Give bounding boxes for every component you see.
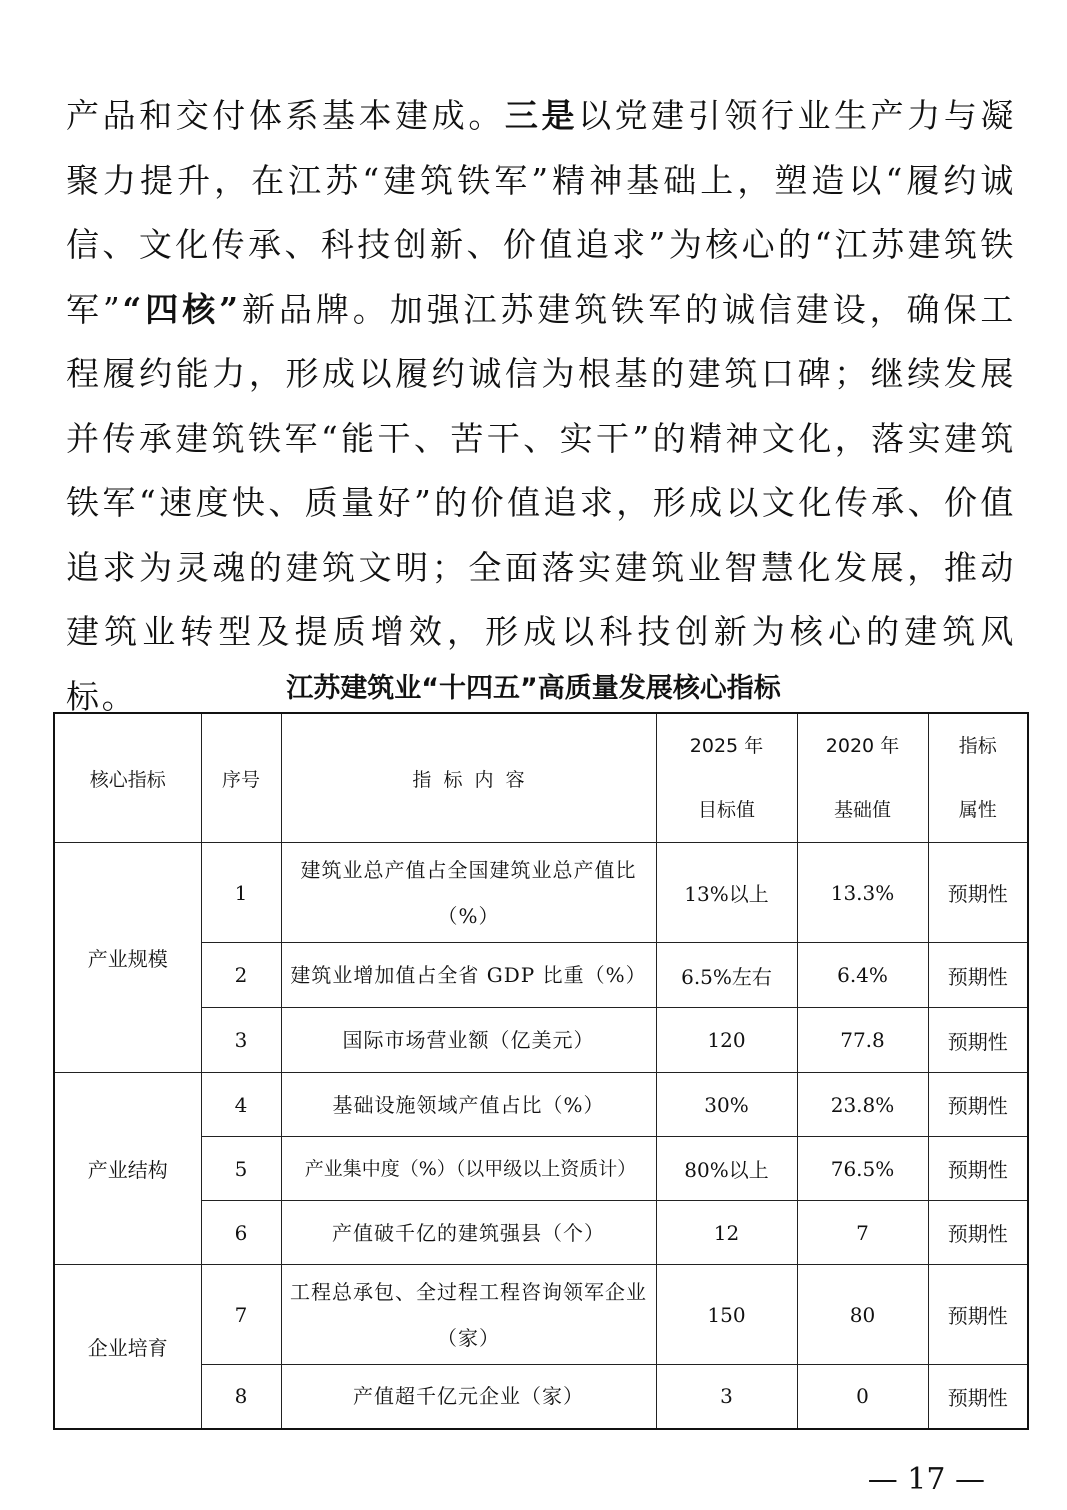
row-attr: 预期性 [928,1137,1028,1201]
row-content: 工程总承包、全过程工程咨询领军企业（家） [281,1265,656,1365]
row-index: 7 [201,1265,281,1365]
row-base: 76.5% [797,1137,928,1201]
row-base: 0 [797,1365,928,1429]
header-index: 序号 [201,713,281,843]
row-target: 80%以上 [656,1137,797,1201]
row-target: 120 [656,1008,797,1073]
paragraph-text: 新品牌。加强江苏建筑铁军的诚信建设，确保工程履约能力，形成以履约诚信为根基的建筑口碑；继续发展并传承建筑铁军“能干、苦干、实干”的精神文化，落实建筑铁军“速度快、质量好”的价值追求，形成以文化传承、价值追求为灵魂的建筑文明；全面落实建筑业智慧化发展，推动建筑业转型及提质增效，形成以科技创新为核心的建筑风标。 [66,289,1016,716]
paragraph-bold: 三是 [504,96,579,135]
table-row [54,943,1028,1008]
row-attr: 预期性 [928,943,1028,1008]
table-row [54,843,1028,943]
header-base [797,713,928,843]
row-attr: 预期性 [928,843,1028,943]
row-base: 13.3% [797,843,928,943]
paragraph-text: 产品和交付体系基本建成。 [66,96,505,135]
header-base-label: 基础值 [833,799,891,821]
table-row [54,1008,1028,1073]
page-number [0,1462,1067,1497]
table-row [54,1137,1028,1201]
row-base: 80 [797,1265,928,1365]
row-attr: 预期性 [928,1265,1028,1365]
row-base: 77.8 [797,1008,928,1073]
row-content: 建筑业增加值占全省 GDP 比重（%） [281,943,656,1008]
row-base: 7 [797,1201,928,1265]
row-target: 3 [656,1365,797,1429]
category-cell: 产业结构 [54,1073,201,1265]
table-row [54,1265,1028,1365]
header-category: 核心指标 [54,713,201,843]
paragraph-text: 以党建引领行业生产力与凝聚力提升，在江苏“建筑铁军”精神基础上，塑造以“履约诚信、文化传承、科技创新、价值追求”为核心的“江苏建筑铁军” [66,96,1017,329]
category-cell: 产业规模 [54,843,201,1073]
row-base: 23.8% [797,1073,928,1137]
row-target: 12 [656,1201,797,1265]
page-number-text: — 17 — [867,1462,985,1497]
row-content: 建筑业总产值占全国建筑业总产值比（%） [281,843,656,943]
core-indicators-table [53,712,1029,1430]
row-content: 基础设施领域产值占比（%） [281,1073,656,1137]
header-base-year: 2020 年 [825,735,900,757]
row-attr: 预期性 [928,1201,1028,1265]
row-target: 6.5%左右 [656,943,797,1008]
row-target: 30% [656,1073,797,1137]
header-target [656,713,797,843]
table-title: 江苏建筑业“十四五”高质量发展核心指标 [286,673,781,704]
row-content: 国际市场营业额（亿美元） [281,1008,656,1073]
table-row [54,1073,1028,1137]
row-index: 8 [201,1365,281,1429]
row-index: 5 [201,1137,281,1201]
table-row [54,1365,1028,1429]
header-attr-line1: 指标 [958,735,997,757]
row-index: 2 [201,943,281,1008]
row-index: 3 [201,1008,281,1073]
row-base: 6.4% [797,943,928,1008]
table-row [54,1201,1028,1265]
header-attr-line2: 属性 [958,799,997,821]
row-index: 4 [201,1073,281,1137]
row-target: 150 [656,1265,797,1365]
row-attr: 预期性 [928,1073,1028,1137]
header-target-year: 2025 年 [689,735,764,757]
row-index: 1 [201,843,281,943]
header-content: 指 标 内 容 [281,713,656,843]
body-paragraph [66,84,1016,729]
row-content: 产值超千亿元企业（家） [281,1365,656,1429]
row-attr: 预期性 [928,1008,1028,1073]
row-content: 产值破千亿的建筑强县（个） [281,1201,656,1265]
row-content: 产业集中度（%）（以甲级以上资质计） [281,1137,656,1201]
header-target-label: 目标值 [697,799,755,821]
header-attr [928,713,1028,843]
paragraph-bold: “四核” [122,289,241,329]
row-attr: 预期性 [928,1365,1028,1429]
table-header-row [54,713,1028,843]
row-index: 6 [201,1201,281,1265]
row-target: 13%以上 [656,843,797,943]
category-cell: 企业培育 [54,1265,201,1429]
